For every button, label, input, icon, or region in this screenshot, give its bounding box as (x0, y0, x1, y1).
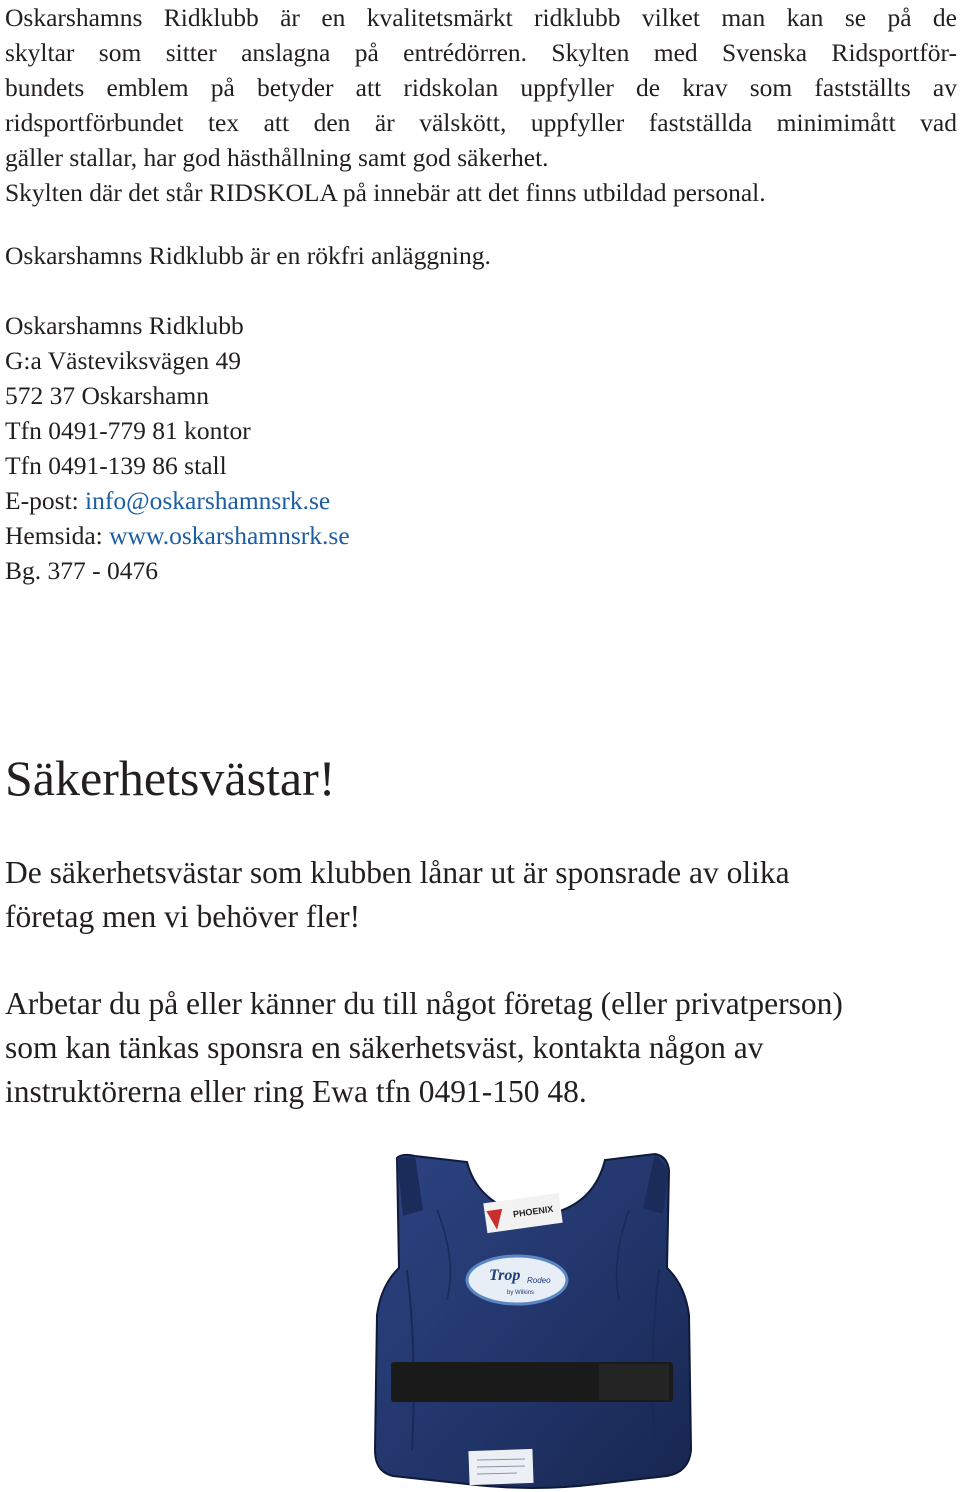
email-link[interactable]: info@oskarshamnsrk.se (85, 486, 331, 515)
badge-text-3: by Wilkins (507, 1290, 535, 1296)
phone-stable: Tfn 0491-139 86 stall (5, 451, 227, 480)
intro-line: gäller stallar, har god hästhållning samt god säkerhet. (5, 143, 549, 172)
vest-paragraph-2 (5, 982, 843, 1114)
website-row (5, 518, 350, 553)
paragraph-line: Arbetar du på eller känner du till något företag (eller privatperson) (5, 986, 843, 1021)
paragraph-line: De säkerhetsvästar som klubben lånar ut är sponsrade av olika (5, 855, 790, 890)
paragraph-line: instruktörerna eller ring Ewa tfn 0491-150 48. (5, 1074, 587, 1109)
postal-address: 572 37 Oskarshamn (5, 381, 209, 410)
safety-vest-photo (367, 1150, 699, 1492)
badge-text-1: Trop (489, 1267, 521, 1284)
website-link[interactable]: www.oskarshamnsrk.se (109, 521, 350, 550)
intro-paragraph (5, 0, 957, 210)
street-address: G:a Västeviksvägen 49 (5, 346, 242, 375)
smoke-free-notice: Oskarshamns Ridklubb är en rökfri anläggning. (5, 241, 491, 270)
phone-office: Tfn 0491-779 81 kontor (5, 416, 251, 445)
intro-line: skyltar som sitter anslagna på entrédörren. Skylten med Svenska Ridsportför- (5, 38, 957, 67)
section-heading: Säkerhetsvästar! (5, 750, 336, 806)
tag-brand-text: PHOENIX (512, 1203, 554, 1220)
paragraph-line: som kan tänkas sponsra en säkerhetsväst, kontakta någon av (5, 1030, 764, 1065)
contact-block (5, 308, 350, 588)
website-label: Hemsida: (5, 521, 110, 550)
intro-line: Skylten där det står RIDSKOLA på innebär att det finns utbildad personal. (5, 178, 766, 207)
vest-paragraph-1 (5, 851, 790, 939)
bankgiro: Bg. 377 - 0476 (5, 556, 158, 585)
intro-line: bundets emblem på betyder att ridskolan uppfyller de krav som fastställts av (5, 73, 957, 102)
intro-line: Oskarshamns Ridklubb är en kvalitetsmärkt ridklubb vilket man kan se på de (5, 3, 957, 32)
email-row (5, 483, 350, 518)
club-name: Oskarshamns Ridklubb (5, 311, 244, 340)
email-label: E-post: (5, 486, 86, 515)
badge-text-2: Rodeo (527, 1276, 551, 1285)
paragraph-line: företag men vi behöver fler! (5, 899, 361, 934)
intro-line: ridsportförbundet tex att den är välskött, uppfyller fastställda minimimått vad (5, 108, 957, 137)
vest-logo-badge (467, 1256, 567, 1304)
